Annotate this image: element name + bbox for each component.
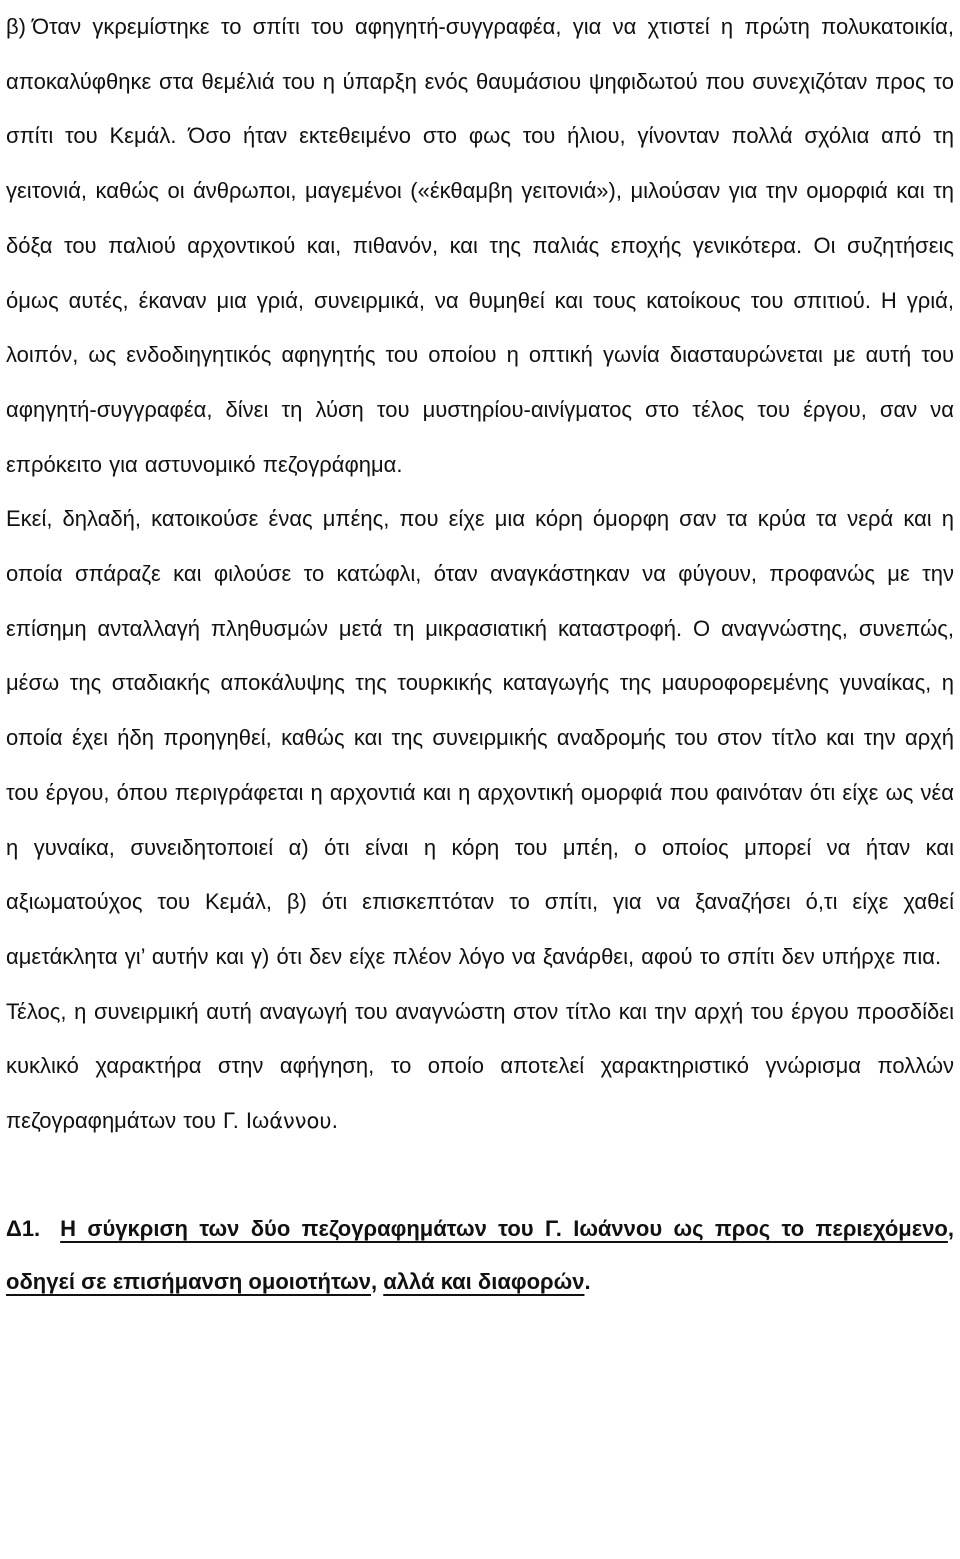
paragraph-1-lead: β) <box>6 14 26 39</box>
paragraph-3-suffix: άννου. <box>269 1109 339 1134</box>
task-part-2: οδηγεί σε επισήμανση ομοιοτήτων <box>6 1268 371 1294</box>
task-end: . <box>584 1268 591 1294</box>
task-part-3: αλλά και διαφορών <box>383 1268 585 1294</box>
task-d1 <box>6 1202 954 1308</box>
paragraph-2: Εκεί, δηλαδή, κατοικούσε ένας μπέης, που είχε μια κόρη όμορφη σαν τα κρύα τα νερά και η οποία σπάραζε και φιλούσε το κατώφλι, όταν αναγκάστηκαν να φύγουν, προφανώς με την επίσημη ανταλλαγή πληθυσμών μετά τη μικρασιατική καταστροφή. Ο αναγνώστης, συνεπώς, μέσω της σταδιακής αποκάλυψης της τουρκικής καταγωγής της μαυροφορεμένης γυναίκας, η οποία έχει ήδη προηγηθεί, καθώς και της συνειρμικής αναδρομής του στον τίτλο και την αρχή του έργου, όπου περιγράφεται η αρχοντιά και η αρχοντική ομορφιά που φαινόταν ότι είχε ως νέα η γυναίκα, συνειδητοποιεί α) ότι είναι η κόρη του μπέη, ο οποίος μπορεί να ήταν και αξιωματούχος του Κεμάλ, β) ότι επισκεπτόταν το σπίτι, για να ξαναζήσει ό,τι είχε χαθεί αμετάκλητα γι’ αυτήν και γ) ότι δεν είχε πλέον λόγο να ξανάρθει, αφού το σπίτι δεν υπήρχε πια. <box>6 506 954 969</box>
paragraph-3 <box>6 985 954 1149</box>
paragraph-3-text: Τέλος, η συνειρμική αυτή αναγωγή του αναγνώστη στον τίτλο και την αρχή του έργου προσδίδει κυκλικό χαρακτήρα στην αφήγηση, το οποίο αποτελεί χαρακτηριστικό γνώρισμα πολλών πεζογραφημάτων του Γ. Ιω <box>6 998 954 1134</box>
paragraph-1 <box>6 0 954 492</box>
paragraph-1-text: Όταν γκρεμίστηκε το σπίτι του αφηγητή-συγγραφέα, για να χτιστεί η πρώτη πολυκατοικία, αποκαλύφθηκε στα θεμέλιά του η ύπαρξη ενός θαυμάσιου ψηφιδωτού που συνεχιζόταν προς το σπίτι του Κεμάλ. Όσο ήταν εκτεθειμένο στο φως του ήλιου, γίνονταν πολλά σχόλια από τη γειτονιά, καθώς οι άνθρωποι, μαγεμένοι («έκθαμβη γειτονιά»), μιλούσαν για την ομορφιά και τη δόξα του παλιού αρχοντικού και, πιθανόν, και της παλιάς εποχής γενικότερα. Οι συζητήσεις όμως αυτές, έκαναν μια γριά, συνειρμικά, να θυμηθεί και τους κατοίκους του σπιτιού. Η γριά, λοιπόν, ως ενδοδιηγητικός αφηγητής του οποίου η οπτική γωνία διασταυρώνεται με αυτή του αφηγητή-συγγραφέα, δίνει τη λύση του μυστηρίου-αινίγματος στο τέλος του έργου, σαν να επρόκειτο για αστυνομικό πεζογράφημα. <box>6 14 954 477</box>
task-part-1: Η σύγκριση των δύο πεζογραφημάτων του Γ. Ιωάννου ως προς το περιεχόμενο <box>60 1215 948 1241</box>
task-sep-2: , <box>371 1268 384 1294</box>
task-sep-1: , <box>947 1215 954 1241</box>
section-gap <box>6 1149 954 1202</box>
task-number: Δ1. <box>6 1215 41 1241</box>
